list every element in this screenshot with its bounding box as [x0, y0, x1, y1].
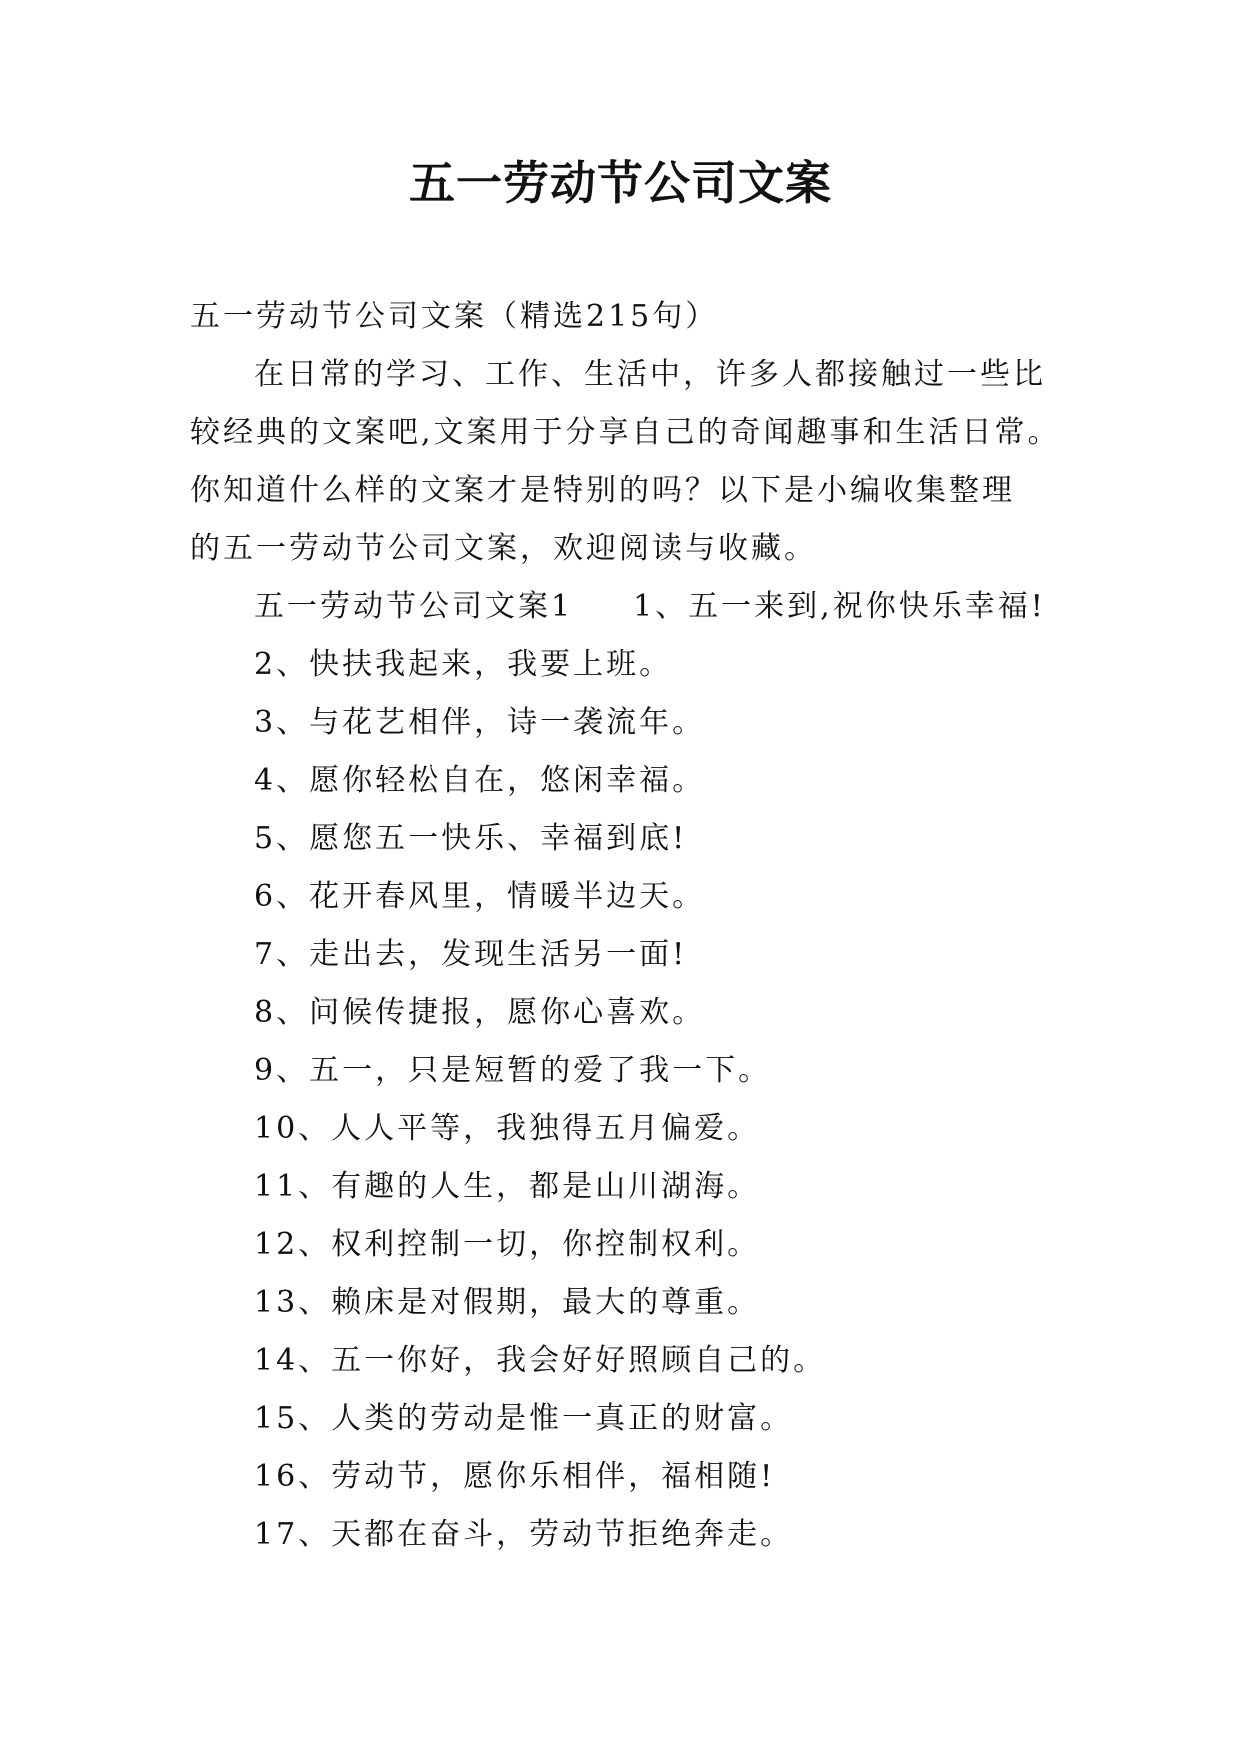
document-body: [190, 288, 1070, 1564]
section-heading: 五一劳动节公司文案1: [254, 589, 574, 624]
list-item: 6、花开春风里，情暖半边天。: [254, 879, 706, 914]
list-item: 1、五一来到,祝你快乐幸福!: [633, 589, 1046, 624]
list-item: 14、五一你好，我会好好照顾自己的。: [254, 1343, 827, 1378]
list-item: 15、人类的劳动是惟一真正的财富。: [254, 1401, 794, 1436]
document-subtitle: 五一劳动节公司文案（精选215句）: [190, 299, 719, 334]
list-item: 3、与花艺相伴，诗一袭流年。: [254, 705, 706, 740]
list-item: 17、天都在奋斗，劳动节拒绝奔走。: [254, 1517, 794, 1552]
intro-line: 在日常的学习、工作、生活中，许多人都接触过一些比: [254, 357, 1046, 392]
intro-line: 较经典的文案吧,文案用于分享自己的奇闻趣事和生活日常。: [190, 415, 1061, 450]
list-item: 16、劳动节，愿你乐相伴，福相随!: [254, 1459, 776, 1494]
list-item: 10、人人平等，我独得五月偏爱。: [254, 1111, 761, 1146]
document-title: 五一劳动节公司文案: [409, 156, 832, 210]
list-item: 7、走出去，发现生活另一面!: [254, 937, 688, 972]
list-item: 8、问候传捷报，愿你心喜欢。: [254, 995, 706, 1030]
list-item: 13、赖床是对假期，最大的尊重。: [254, 1285, 761, 1320]
section-line: [190, 578, 1070, 636]
list-item: 4、愿你轻松自在，悠闲幸福。: [254, 763, 706, 798]
list-item: 5、愿您五一快乐、幸福到底!: [254, 821, 688, 856]
list-item: 2、快扶我起来，我要上班。: [254, 647, 673, 682]
list-item: 12、权利控制一切，你控制权利。: [254, 1227, 761, 1262]
list-item: 11、有趣的人生，都是山川湖海。: [254, 1169, 761, 1204]
list-item: 9、五一，只是短暂的爱了我一下。: [254, 1053, 772, 1088]
intro-line: 的五一劳动节公司文案，欢迎阅读与收藏。: [190, 531, 817, 566]
intro-line: 你知道什么样的文案才是特别的吗？以下是小编收集整理: [190, 473, 1015, 508]
